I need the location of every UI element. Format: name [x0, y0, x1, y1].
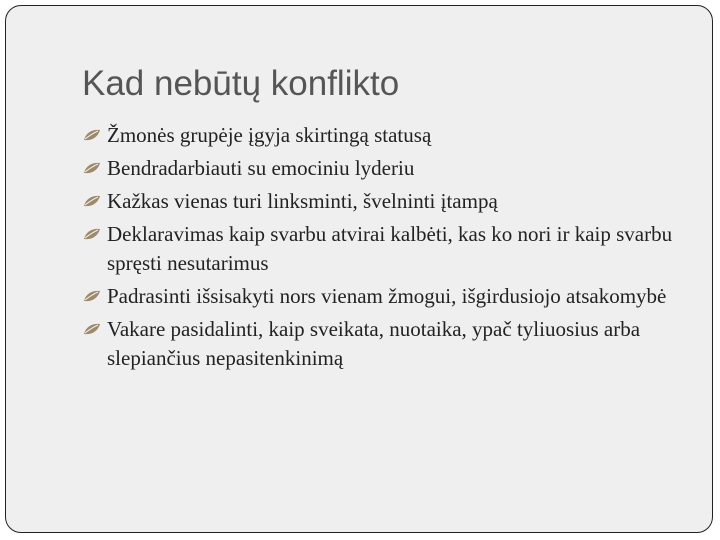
- bullet-text: Padrasinti išsisakyti nors vienam žmogui, išgirdusiojo atsakomybė: [107, 284, 667, 308]
- bullet-item: [83, 187, 693, 216]
- slide: [5, 5, 713, 533]
- bullet-text: Deklaravimas kaip svarbu atvirai kalbėti, kas ko nori ir kaip svarbu spręsti nesutarimus: [107, 222, 673, 275]
- bullet-text: Bendradarbiauti su emociniu lyderiu: [107, 156, 415, 180]
- leaf-bullet-icon: [83, 227, 101, 241]
- leaf-bullet-icon: [83, 128, 101, 142]
- slide-title: Kad nebūtų konflikto: [82, 64, 400, 103]
- bullet-list: [83, 121, 693, 377]
- bullet-item: [83, 282, 693, 311]
- bullet-item: [83, 220, 693, 278]
- leaf-bullet-icon: [83, 322, 101, 336]
- leaf-bullet-icon: [83, 161, 101, 175]
- bullet-item: [83, 154, 693, 183]
- bullet-item: [83, 121, 693, 150]
- bullet-text: Vakare pasidalinti, kaip sveikata, nuotaika, ypač tyliuosius arba slepiančius nepasitenkinimą: [107, 317, 641, 370]
- leaf-bullet-icon: [83, 289, 101, 303]
- leaf-bullet-icon: [83, 194, 101, 208]
- bullet-text: Žmonės grupėje įgyja skirtingą statusą: [107, 123, 432, 147]
- bullet-item: [83, 315, 693, 373]
- bullet-text: Kažkas vienas turi linksminti, švelninti įtampą: [107, 189, 498, 213]
